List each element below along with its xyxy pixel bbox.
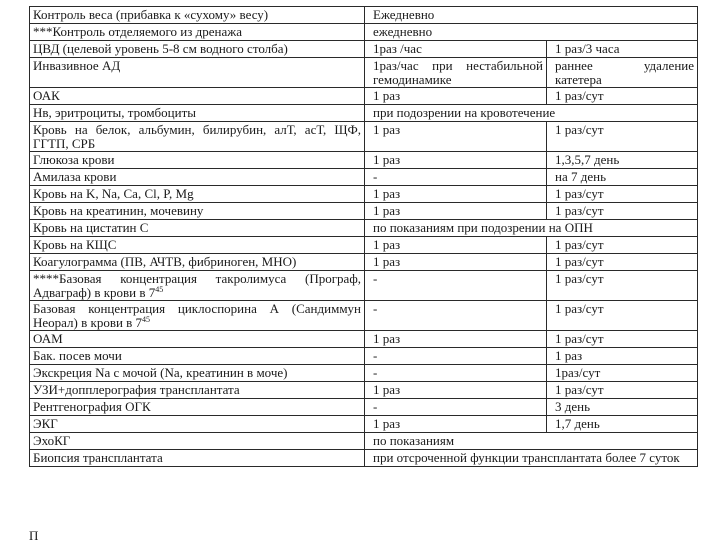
parameter-label: Глюкоза крови: [33, 152, 115, 167]
frequency-merged-cell: по показаниям: [365, 433, 698, 450]
parameter-cell: [30, 169, 365, 186]
table-row: [30, 348, 698, 365]
frequency-later-cell: 1 раз/сут: [547, 203, 698, 220]
table-row: [30, 365, 698, 382]
parameter-label: ОАК: [33, 88, 60, 103]
parameter-label: Нв, эритроциты, тромбоциты: [33, 105, 196, 120]
frequency-later-cell: 1 раз/сут: [547, 301, 698, 331]
parameter-label: Инвазивное АД: [33, 58, 121, 73]
frequency-later-cell: 1 раз/сут: [547, 122, 698, 152]
parameter-cell: [30, 186, 365, 203]
frequency-later-cell: 1раз/сут: [547, 365, 698, 382]
parameter-cell: [30, 365, 365, 382]
frequency-later-cell: 1 раз/сут: [547, 186, 698, 203]
table-row: [30, 7, 698, 24]
parameter-cell: [30, 348, 365, 365]
frequency-early-cell: 1раз/час при нестабильной гемодинамике: [365, 58, 547, 88]
table-row: [30, 301, 698, 331]
parameter-cell: [30, 105, 365, 122]
parameter-label: ****Базовая концентрация такролимуса (Програф, Адваграф) в крови в 7: [33, 271, 361, 300]
frequency-later-cell: 1,3,5,7 день: [547, 152, 698, 169]
parameter-label: Амилаза крови: [33, 169, 117, 184]
frequency-early-cell: -: [365, 169, 547, 186]
frequency-later-cell: 1 раз/сут: [547, 254, 698, 271]
frequency-later-cell: 3 день: [547, 399, 698, 416]
parameter-label: Контроль веса (прибавка к «сухому» весу): [33, 7, 269, 22]
frequency-early-cell: 1 раз: [365, 331, 547, 348]
table-row: [30, 254, 698, 271]
parameter-label: ***Контроль отделяемого из дренажа: [33, 24, 242, 39]
parameter-cell: [30, 382, 365, 399]
parameter-label: Коагулограмма (ПВ, АЧТВ, фибриноген, МНО): [33, 254, 297, 269]
frequency-later-cell: на 7 день: [547, 169, 698, 186]
parameter-label: Бак. посев мочи: [33, 348, 122, 363]
parameter-label: Кровь на креатинин, мочевину: [33, 203, 204, 218]
frequency-later-cell: 1 раз/сут: [547, 237, 698, 254]
frequency-early-cell: -: [365, 271, 547, 301]
parameter-cell: [30, 237, 365, 254]
parameter-label: Кровь на цистатин С: [33, 220, 149, 235]
frequency-later-cell: раннее удаление катетера: [547, 58, 698, 88]
frequency-early-cell: 1 раз: [365, 237, 547, 254]
table-row: [30, 416, 698, 433]
table-row: [30, 271, 698, 301]
parameter-cell: [30, 88, 365, 105]
parameter-cell: [30, 301, 365, 331]
table-row: [30, 382, 698, 399]
parameter-label: УЗИ+допплерография трансплантата: [33, 382, 240, 397]
monitoring-table-body: [30, 7, 698, 467]
frequency-early-cell: 1 раз: [365, 88, 547, 105]
frequency-early-cell: -: [365, 365, 547, 382]
parameter-label: ЭхоКГ: [33, 433, 71, 448]
table-row: [30, 237, 698, 254]
frequency-early-cell: -: [365, 399, 547, 416]
parameter-label: Кровь на белок, альбумин, билирубин, алТ, асТ, ЩФ, ГГТП, СРБ: [33, 122, 361, 151]
frequency-merged-cell: ежедневно: [365, 24, 698, 41]
parameter-label: Биопсия трансплантата: [33, 450, 163, 465]
parameter-cell: [30, 433, 365, 450]
parameter-cell: [30, 399, 365, 416]
table-row: [30, 41, 698, 58]
parameter-label: Рентгенография ОГК: [33, 399, 151, 414]
frequency-early-cell: 1 раз: [365, 382, 547, 399]
parameter-label: ЦВД (целевой уровень 5-8 см водного столба): [33, 41, 288, 56]
parameter-cell: [30, 450, 365, 467]
frequency-early-cell: -: [365, 348, 547, 365]
table-row: [30, 88, 698, 105]
footer-text-fragment: П: [29, 528, 39, 540]
parameter-cell: [30, 254, 365, 271]
parameter-cell: [30, 41, 365, 58]
parameter-cell: [30, 7, 365, 24]
table-row: [30, 331, 698, 348]
frequency-early-cell: 1раз /час: [365, 41, 547, 58]
frequency-merged-cell: при подозрении на кровотечение: [365, 105, 698, 122]
monitoring-table-page: [29, 6, 697, 467]
frequency-later-cell: 1 раз/3 часа: [547, 41, 698, 58]
table-row: [30, 169, 698, 186]
frequency-early-cell: 1 раз: [365, 254, 547, 271]
parameter-cell: [30, 122, 365, 152]
frequency-later-cell: 1 раз: [547, 348, 698, 365]
table-row: [30, 105, 698, 122]
frequency-early-cell: 1 раз: [365, 186, 547, 203]
parameter-label: ЭКГ: [33, 416, 58, 431]
frequency-later-cell: 1 раз/сут: [547, 271, 698, 301]
table-row: [30, 220, 698, 237]
parameter-cell: [30, 416, 365, 433]
frequency-later-cell: 1 раз/сут: [547, 88, 698, 105]
table-row: [30, 203, 698, 220]
table-row: [30, 58, 698, 88]
table-row: [30, 122, 698, 152]
frequency-early-cell: 1 раз: [365, 152, 547, 169]
frequency-merged-cell: по показаниям при подозрении на ОПН: [365, 220, 698, 237]
frequency-early-cell: 1 раз: [365, 122, 547, 152]
parameter-label: Кровь на K, Na, Ca, Cl, P, Mg: [33, 186, 194, 201]
parameter-cell: [30, 152, 365, 169]
parameter-label: Базовая концентрация циклоспорина А (Сандиммун Неорал) в крови в 7: [33, 301, 361, 330]
table-row: [30, 186, 698, 203]
monitoring-table: [29, 6, 698, 467]
parameter-label: Экскреция Na с мочой (Na, креатинин в моче): [33, 365, 288, 380]
table-row: [30, 24, 698, 41]
table-row: [30, 450, 698, 467]
parameter-cell: [30, 58, 365, 88]
parameter-label: Кровь на КЩС: [33, 237, 117, 252]
table-row: [30, 399, 698, 416]
parameter-cell: [30, 331, 365, 348]
frequency-later-cell: 1 раз/сут: [547, 331, 698, 348]
frequency-later-cell: 1 раз/сут: [547, 382, 698, 399]
frequency-early-cell: -: [365, 301, 547, 331]
parameter-label: ОАМ: [33, 331, 63, 346]
day-superscript: 45: [142, 315, 151, 324]
frequency-later-cell: 1,7 день: [547, 416, 698, 433]
frequency-merged-cell: Ежедневно: [365, 7, 698, 24]
frequency-early-cell: 1 раз: [365, 416, 547, 433]
parameter-cell: [30, 220, 365, 237]
day-superscript: 45: [155, 285, 164, 294]
parameter-cell: [30, 203, 365, 220]
table-row: [30, 152, 698, 169]
table-row: [30, 433, 698, 450]
frequency-early-cell: 1 раз: [365, 203, 547, 220]
parameter-cell: [30, 271, 365, 301]
frequency-merged-cell: при отсроченной функции трансплантата более 7 суток: [365, 450, 698, 467]
parameter-cell: [30, 24, 365, 41]
